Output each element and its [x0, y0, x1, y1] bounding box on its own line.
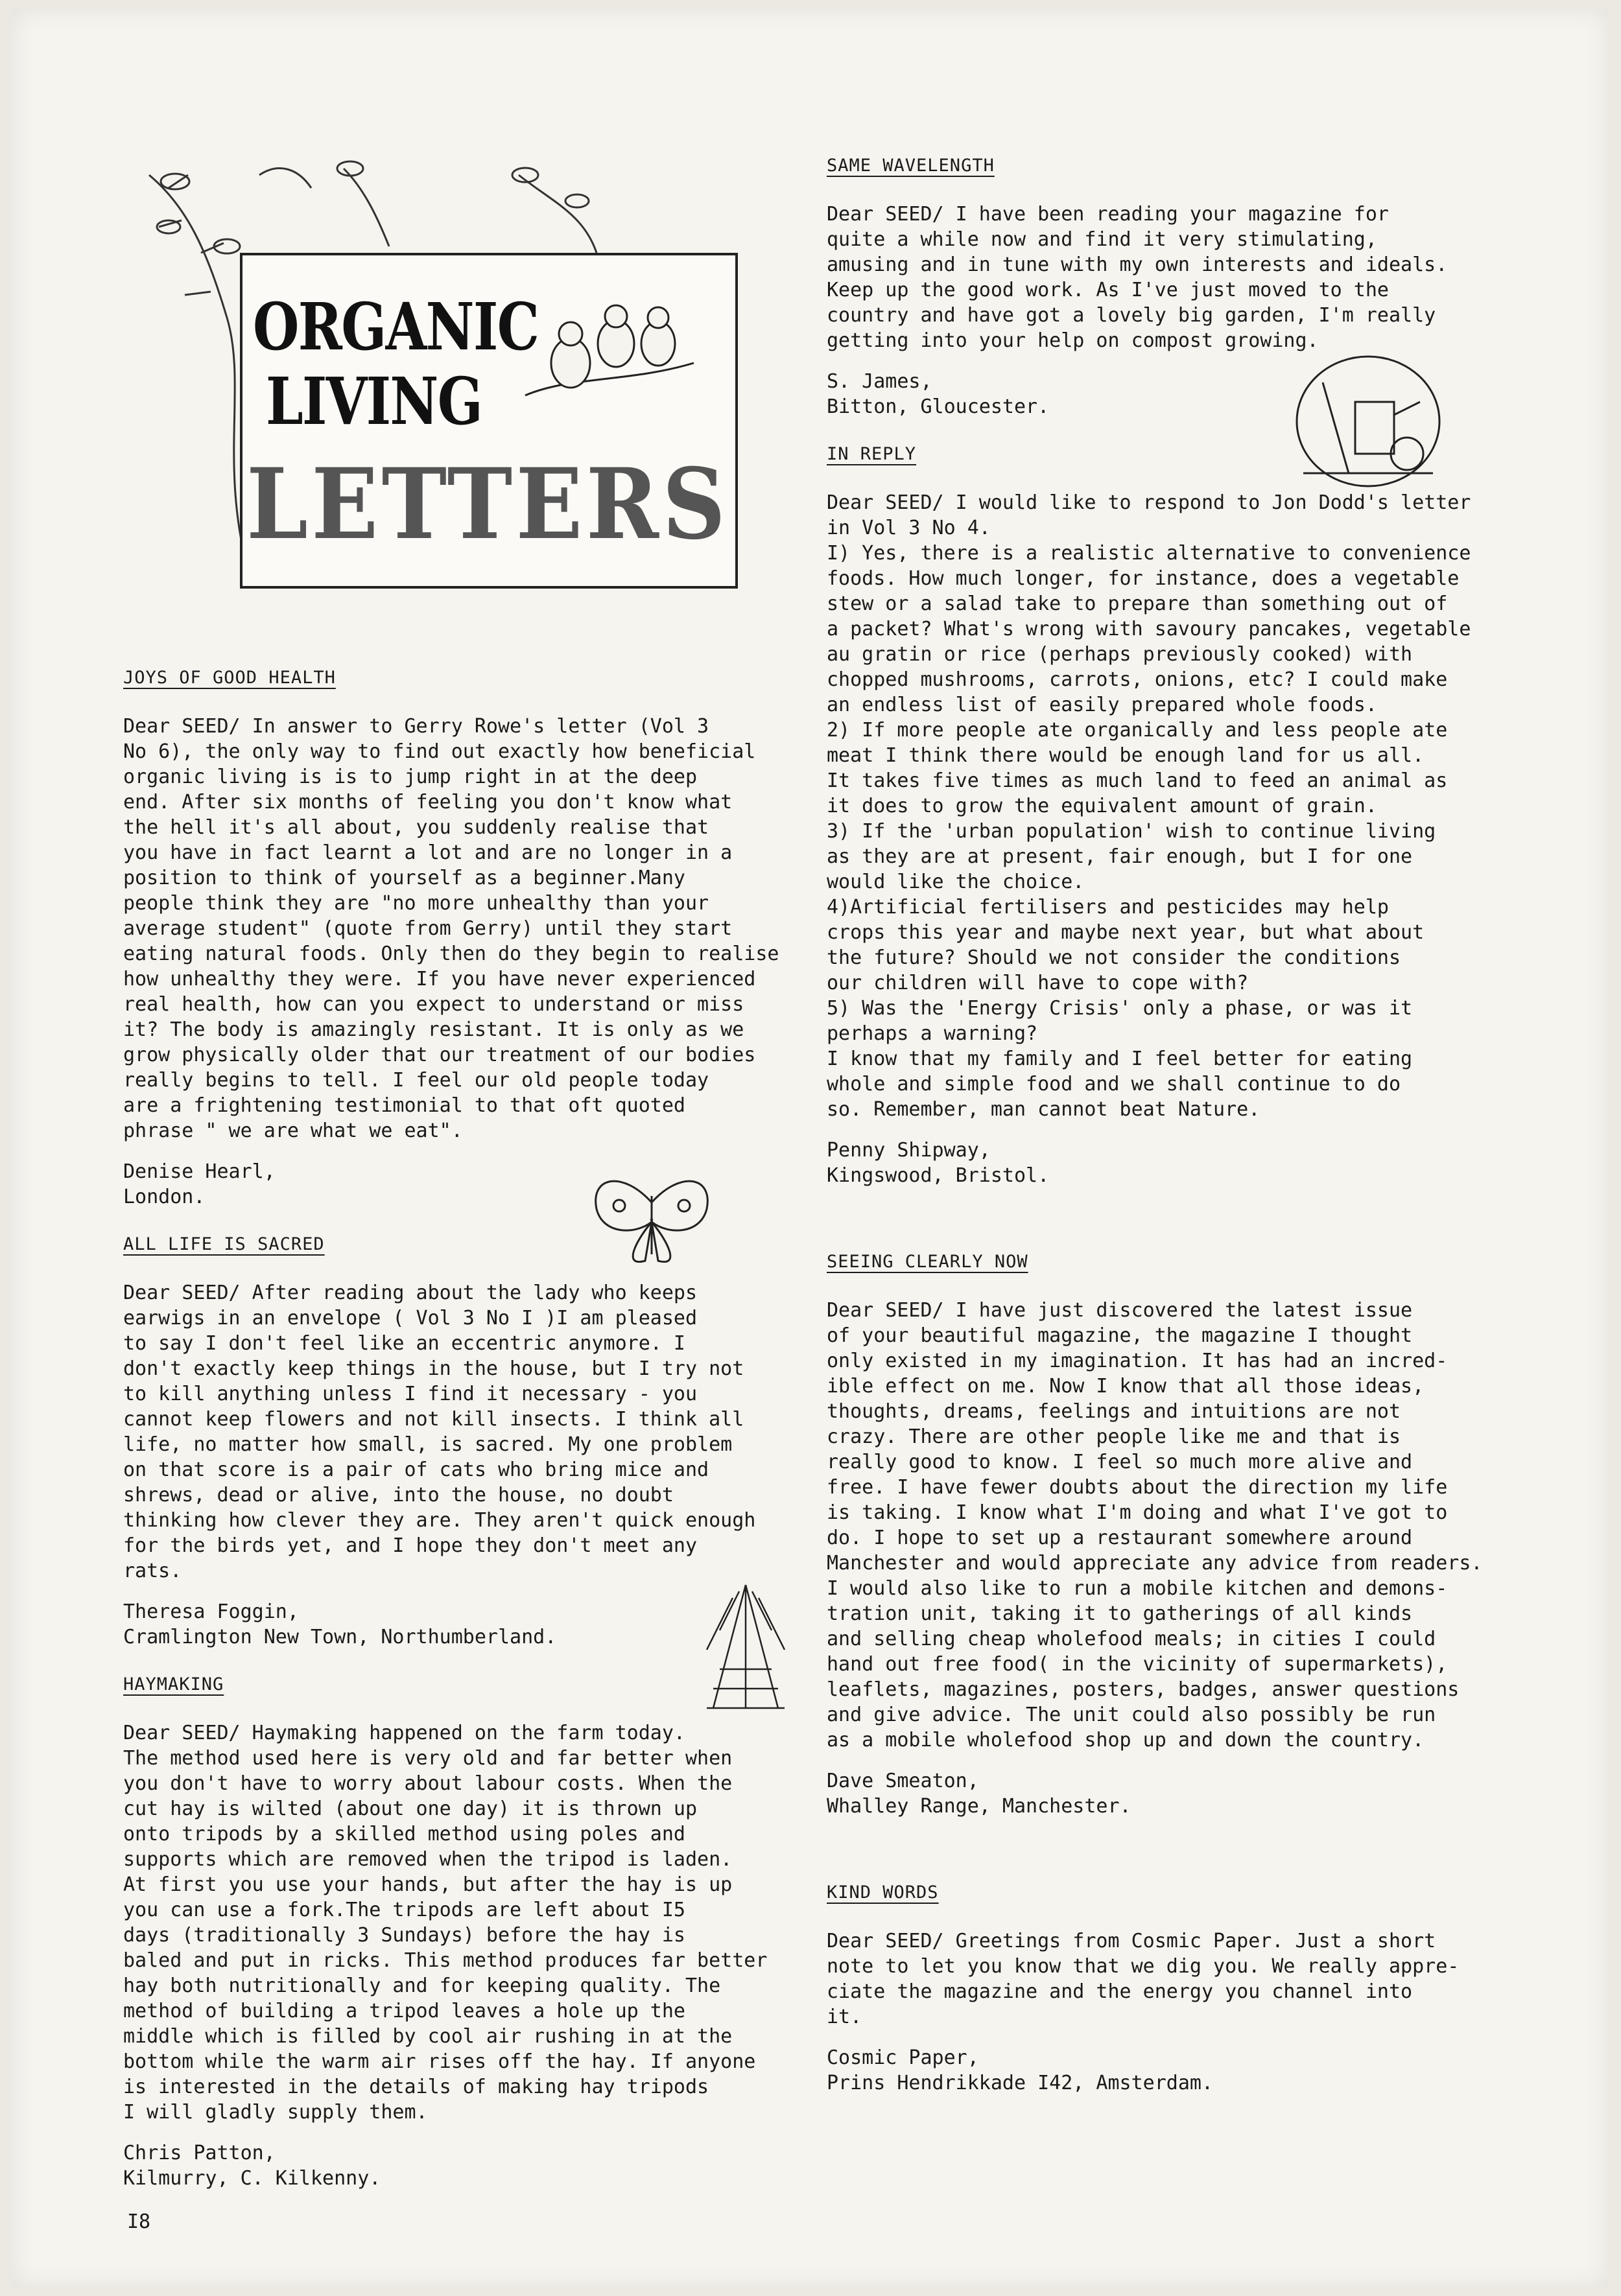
- letter-body: Dear SEED/ Greetings from Cosmic Paper. Just a short note to let you know that we dig you. We really appre- ciate the magazine and the energy you channel into it.: [827, 1930, 1460, 2028]
- right-column: [827, 156, 1514, 2120]
- letter-signature: Dave Smeaton, Whalley Range, Manchester.: [827, 1770, 1131, 1818]
- page-number: I8: [127, 2210, 151, 2233]
- letter-body: Dear SEED/ Haymaking happened on the farm today. The method used here is very old and far better when you don't have to worry about labour costs. When the cut hay is wilted (about one day) it is thrown up onto tripods by a skilled method using poles and supports which are removed when the tripod is laden. At first you use your hands, but after the hay is up you can use a fork.The tripods are left about I5 days (traditionally 3 Sundays) before the hay is baled and put in ricks. This method produces far better hay both nutritionally and for keeping quality. The method of building a tripod leaves a hole up the middle which is filled by cool air rushing in at the bottom while the warm air rises off the hay. If anyone is interested in the details of making hay tripods I will gladly supply them.: [123, 1722, 768, 2124]
- letter-signature: Cosmic Paper, Prins Hendrikkade I42, Amsterdam.: [827, 2046, 1214, 2094]
- butterfly-illustration: [584, 1164, 720, 1274]
- letter-body: Dear SEED/ I have been reading your magazine for quite a while now and find it very stimulating, amusing and in tune with my own interests and ideals. Keep up the good work. As I've just moved to the country and have got a lovely big garden, I'm really getting into your help on compost growing.: [827, 203, 1448, 352]
- title-living: LIVING: [266, 363, 482, 439]
- left-column: [123, 668, 836, 2216]
- title-organic: ORGANIC: [253, 288, 539, 365]
- letter-same-wavelength: [827, 156, 1514, 419]
- birds-on-branch-illustration: [519, 266, 700, 428]
- letter-joys-of-good-health: [123, 668, 836, 1210]
- letter-heading: HAYMAKING: [123, 1674, 224, 1694]
- letter-body: Dear SEED/ After reading about the lady who keeps earwigs in an envelope ( Vol 3 No I )I am pleased to say I don't feel like an eccentric anymore. I don't exactly keep things in the house, but I try not to kill anything unless I find it necessary - you cannot keep flowers and not kill insects. I think all life, no matter how small, is sacred. My one problem on that score is a pair of cats who bring mice and shrews, dead or alive, into the house, no doubt thinking how clever they are. They aren't quick enough for the birds yet, and I hope they don't meet any rats.: [123, 1282, 756, 1582]
- letter-body: Dear SEED/ In answer to Gerry Rowe's letter (Vol 3 No 6), the only way to find out exactly how beneficial organic living is is to jump right in at the deep end. After six months of feeling you don't know what the hell it's all about, you suddenly realise that you have in fact learnt a lot and are no longer in a position to think of yourself as a beginner.Many people think they are "no more unhealthy than your average student" (quote from Gerry) until they start eating natural foods. Only then do they begin to realise how unhealthy they were. If you have never experienced real health, how can you expect to understand or miss it? The body is amazingly resistant. It is only as we grow physically older that our treatment of our bodies really begins to tell. I feel our old people today are a frightening testimonial to that oft quoted phrase " we are what we eat".: [123, 715, 779, 1142]
- letter-heading: JOYS OF GOOD HEALTH: [123, 668, 336, 688]
- letter-signature: Chris Patton, Kilmurry, C. Kilkenny.: [123, 2142, 381, 2190]
- letter-body: Dear SEED/ I would like to respond to Jon Dodd's letter in Vol 3 No 4. I) Yes, there is a realistic alternative to convenience foods. How much longer, for instance, does a vegetable stew or a salad take to prepare than something out of a packet? What's wrong with savoury pancakes, vegetable au gratin or rice (perhaps previously cooked) with chopped mushrooms, carrots, onions, etc? I could make an endless list of easily prepared whole foods. 2) If more people ate organically and less people ate meat I think there would be enough land for us all. It takes five times as much land to feed an animal as it does to grow the equivalent amount of grain. 3) If the 'urban population' wish to continue living as they are at present, fair enough, but I for one would like the choice. 4)Artificial fertilisers and pesticides may help crops this year and maybe next year, but what about the future? Should we not consider the conditions our children will have to cope with? 5) Was the 'Energy Crisis' only a phase, or was it perhaps a warning? I know that my family and I feel better for eating whole and simple food and we shall continue to do so. Remember, man cannot beat Nature.: [827, 491, 1471, 1121]
- letter-kind-words: [827, 1882, 1514, 2096]
- header-illustration: [130, 149, 733, 603]
- letter-haymaking: [123, 1674, 836, 2191]
- letter-heading: KIND WORDS: [827, 1882, 939, 1903]
- letter-heading: ALL LIFE IS SACRED: [123, 1234, 325, 1254]
- letter-signature: Theresa Foggin, Cramlington New Town, Northumberland.: [123, 1600, 557, 1648]
- title-letters: LETTERS: [246, 447, 729, 561]
- letter-signature: Denise Hearl, London.: [123, 1160, 276, 1208]
- letter-seeing-clearly-now: [827, 1252, 1514, 1819]
- letter-signature: Penny Shipway, Kingswood, Bristol.: [827, 1139, 1050, 1187]
- letter-in-reply: [827, 444, 1514, 1188]
- letter-heading: IN REPLY: [827, 444, 917, 464]
- hay-tripod-illustration: [694, 1572, 798, 1721]
- letter-body: Dear SEED/ I have just discovered the latest issue of your beautiful magazine, the magazine I thought only existed in my imagination. It has had an incred- ible effect on me. Now I know that all those ideas, thoughts, dreams, feelings and intuitions are not crazy. There are other people like me and that is really good to know. I feel so much more alive and free. I have fewer doubts about the direction my life is taking. I know what I'm doing and what I've got to do. I hope to set up a restaurant somewhere around Manchester and would appreciate any advice from readers. I would also like to run a mobile kitchen and demons- tration unit, taking it to gatherings of all kinds and selling cheap wholefood meals; in cities I could hand out free food( in the vicinity of supermarkets), leaflets, magazines, posters, badges, answer questions and give advice. The unit could also possibly be run as a mobile wholefood shop up and down the country.: [827, 1299, 1483, 1751]
- letter-heading: SEEING CLEARLY NOW: [827, 1252, 1028, 1272]
- letter-heading: SAME WAVELENGTH: [827, 156, 995, 176]
- letter-signature: S. James, Bitton, Gloucester.: [827, 370, 1050, 418]
